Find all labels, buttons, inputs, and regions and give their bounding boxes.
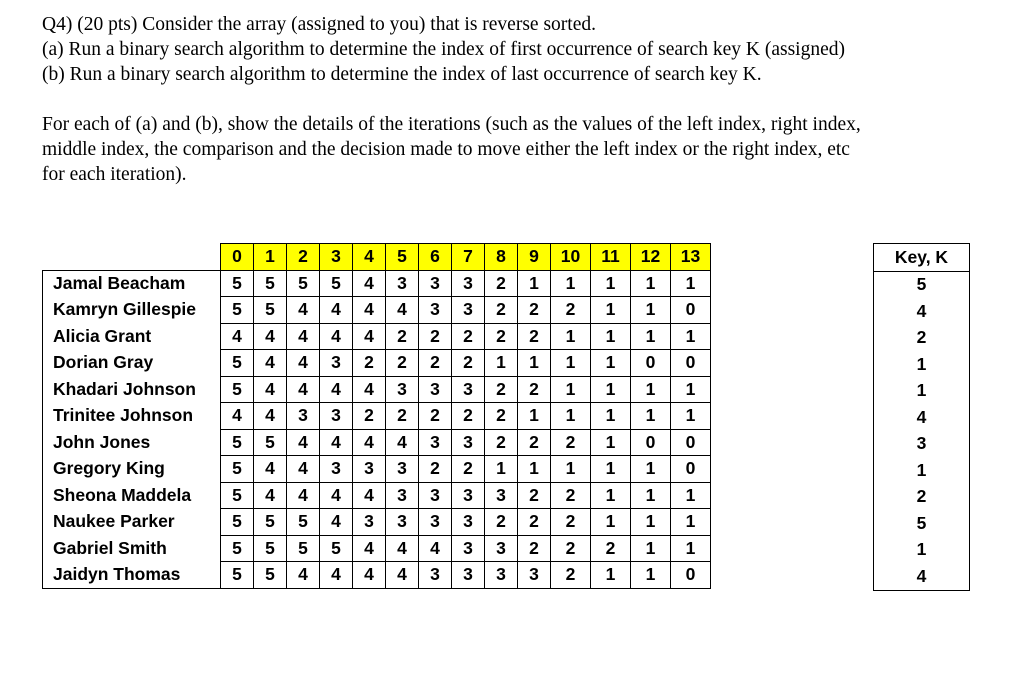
key-table-container xyxy=(873,243,970,591)
array-cell: 4 xyxy=(386,562,419,589)
array-cell: 3 xyxy=(452,270,485,297)
array-cell: 4 xyxy=(221,323,254,350)
array-cell: 1 xyxy=(591,270,631,297)
array-cell: 4 xyxy=(287,482,320,509)
array-cell: 1 xyxy=(671,535,711,562)
array-cell: 4 xyxy=(287,323,320,350)
array-cell: 3 xyxy=(485,535,518,562)
array-cell: 1 xyxy=(631,535,671,562)
array-cell: 3 xyxy=(320,403,353,430)
index-header: 4 xyxy=(353,244,386,271)
student-name: Jaidyn Thomas xyxy=(43,562,221,589)
array-cell: 5 xyxy=(287,509,320,536)
index-header: 6 xyxy=(419,244,452,271)
array-cell: 3 xyxy=(386,376,419,403)
array-cell: 5 xyxy=(221,429,254,456)
key-value: 1 xyxy=(916,459,927,480)
array-cell: 1 xyxy=(551,376,591,403)
array-cell: 1 xyxy=(631,562,671,589)
key-value: 1 xyxy=(916,353,927,374)
array-cell: 3 xyxy=(452,376,485,403)
array-cell: 4 xyxy=(254,323,287,350)
key-value: 3 xyxy=(916,433,927,454)
array-cell: 4 xyxy=(419,535,452,562)
array-cell: 1 xyxy=(631,323,671,350)
index-header: 1 xyxy=(254,244,287,271)
array-cell: 3 xyxy=(452,509,485,536)
array-cell: 2 xyxy=(485,297,518,324)
array-cell: 1 xyxy=(551,456,591,483)
array-cell: 5 xyxy=(254,270,287,297)
table-row xyxy=(43,509,711,536)
array-cell: 3 xyxy=(419,297,452,324)
instruction-line-2: middle index, the comparison and the decision made to move either the left index or the right index, etc xyxy=(42,139,850,160)
table-row xyxy=(43,350,711,377)
index-header: 0 xyxy=(221,244,254,271)
key-value: 5 xyxy=(916,274,927,295)
array-cell: 1 xyxy=(671,509,711,536)
array-cell: 3 xyxy=(320,456,353,483)
array-cell: 2 xyxy=(452,323,485,350)
array-cell: 4 xyxy=(353,562,386,589)
index-header: 2 xyxy=(287,244,320,271)
array-cell: 4 xyxy=(353,482,386,509)
array-cell: 4 xyxy=(254,403,287,430)
array-cell: 5 xyxy=(221,297,254,324)
student-name: Khadari Johnson xyxy=(43,376,221,403)
student-name: John Jones xyxy=(43,429,221,456)
array-cell: 4 xyxy=(320,376,353,403)
array-cell: 1 xyxy=(671,323,711,350)
array-cell: 5 xyxy=(221,535,254,562)
array-cell: 1 xyxy=(591,482,631,509)
array-cell: 2 xyxy=(518,376,551,403)
key-value: 1 xyxy=(916,380,927,401)
array-cell: 2 xyxy=(419,350,452,377)
array-cell: 1 xyxy=(591,403,631,430)
array-cell: 1 xyxy=(551,323,591,350)
array-cell: 3 xyxy=(419,482,452,509)
array-cell: 2 xyxy=(485,509,518,536)
array-cell: 2 xyxy=(485,429,518,456)
array-cell: 5 xyxy=(221,350,254,377)
array-cell: 1 xyxy=(631,403,671,430)
index-header: 8 xyxy=(485,244,518,271)
array-cell: 1 xyxy=(631,270,671,297)
table-row xyxy=(43,297,711,324)
array-cell: 3 xyxy=(452,562,485,589)
array-cell: 1 xyxy=(518,403,551,430)
index-header: 5 xyxy=(386,244,419,271)
array-cell: 2 xyxy=(485,270,518,297)
array-cell: 0 xyxy=(631,429,671,456)
array-cell: 4 xyxy=(287,297,320,324)
array-cell: 3 xyxy=(386,456,419,483)
array-cell: 5 xyxy=(320,270,353,297)
key-value: 5 xyxy=(916,512,927,533)
array-cell: 3 xyxy=(452,297,485,324)
array-cell: 2 xyxy=(551,562,591,589)
array-cell: 5 xyxy=(254,562,287,589)
array-cell: 3 xyxy=(386,270,419,297)
question-line-2: (a) Run a binary search algorithm to determine the index of first occurrence of search key K (assigned) xyxy=(42,39,845,60)
array-cell: 3 xyxy=(419,376,452,403)
table-row xyxy=(43,482,711,509)
array-cell: 1 xyxy=(591,376,631,403)
array-cell: 1 xyxy=(551,350,591,377)
array-cell: 5 xyxy=(221,509,254,536)
array-cell: 1 xyxy=(485,350,518,377)
array-cell: 2 xyxy=(419,456,452,483)
index-header: 13 xyxy=(671,244,711,271)
array-cell: 0 xyxy=(671,429,711,456)
key-value: 4 xyxy=(916,406,927,427)
index-header: 10 xyxy=(551,244,591,271)
key-value: 2 xyxy=(916,486,927,507)
index-header: 9 xyxy=(518,244,551,271)
key-table xyxy=(873,243,970,591)
table-row xyxy=(43,562,711,589)
array-cell: 4 xyxy=(320,297,353,324)
table-row xyxy=(43,456,711,483)
question-line-1: Q4) (20 pts) Consider the array (assigned to you) that is reverse sorted. xyxy=(42,14,596,35)
array-cell: 2 xyxy=(551,535,591,562)
header-blank xyxy=(43,244,221,271)
array-cell: 5 xyxy=(221,562,254,589)
array-cell: 1 xyxy=(631,482,671,509)
student-name: Trinitee Johnson xyxy=(43,403,221,430)
array-cell: 4 xyxy=(353,535,386,562)
array-cell: 5 xyxy=(221,456,254,483)
array-cell: 2 xyxy=(518,297,551,324)
array-cell: 3 xyxy=(419,562,452,589)
array-cell: 3 xyxy=(485,562,518,589)
array-cell: 4 xyxy=(353,323,386,350)
array-cell: 1 xyxy=(551,270,591,297)
array-cell: 4 xyxy=(320,562,353,589)
array-cell: 5 xyxy=(287,270,320,297)
array-cell: 4 xyxy=(287,350,320,377)
array-cell: 3 xyxy=(320,350,353,377)
array-cell: 4 xyxy=(386,297,419,324)
array-cell: 1 xyxy=(591,509,631,536)
table-row xyxy=(43,376,711,403)
array-cell: 0 xyxy=(671,562,711,589)
array-cell: 1 xyxy=(631,456,671,483)
array-cell: 1 xyxy=(591,456,631,483)
array-cell: 4 xyxy=(287,376,320,403)
array-cell: 2 xyxy=(452,403,485,430)
student-name: Jamal Beacham xyxy=(43,270,221,297)
array-cell: 1 xyxy=(551,403,591,430)
array-cell: 1 xyxy=(631,376,671,403)
array-cell: 2 xyxy=(386,323,419,350)
array-cell: 4 xyxy=(353,297,386,324)
array-cell: 2 xyxy=(551,429,591,456)
array-cell: 2 xyxy=(386,350,419,377)
array-cell: 2 xyxy=(518,482,551,509)
array-cell: 2 xyxy=(485,403,518,430)
array-cell: 2 xyxy=(518,429,551,456)
array-cell: 3 xyxy=(452,535,485,562)
student-name: Dorian Gray xyxy=(43,350,221,377)
array-cell: 2 xyxy=(353,350,386,377)
instruction-line-3: for each iteration). xyxy=(42,164,187,185)
array-cell: 4 xyxy=(353,270,386,297)
array-cell: 0 xyxy=(671,350,711,377)
table-row xyxy=(43,270,711,297)
array-cell: 2 xyxy=(419,323,452,350)
array-cell: 0 xyxy=(631,350,671,377)
table-row xyxy=(43,535,711,562)
array-cell: 5 xyxy=(254,509,287,536)
array-cell: 1 xyxy=(518,270,551,297)
key-value: 4 xyxy=(916,300,927,321)
array-cell: 4 xyxy=(254,482,287,509)
array-cell: 1 xyxy=(591,350,631,377)
array-cell: 4 xyxy=(353,429,386,456)
array-cell: 4 xyxy=(320,429,353,456)
array-cell: 5 xyxy=(254,535,287,562)
array-cell: 5 xyxy=(221,376,254,403)
array-cell: 1 xyxy=(631,297,671,324)
array-cell: 4 xyxy=(287,562,320,589)
array-cell: 1 xyxy=(671,403,711,430)
array-cell: 2 xyxy=(518,535,551,562)
student-name: Kamryn Gillespie xyxy=(43,297,221,324)
array-cell: 3 xyxy=(386,509,419,536)
array-cell: 4 xyxy=(287,429,320,456)
array-cell: 1 xyxy=(518,456,551,483)
key-value: 1 xyxy=(916,539,927,560)
array-cell: 3 xyxy=(485,482,518,509)
array-cell: 1 xyxy=(518,350,551,377)
array-cell: 4 xyxy=(254,376,287,403)
array-cell: 5 xyxy=(254,429,287,456)
index-header: 7 xyxy=(452,244,485,271)
question-text xyxy=(42,12,1002,187)
array-cell: 2 xyxy=(485,376,518,403)
student-name: Gabriel Smith xyxy=(43,535,221,562)
array-cell: 1 xyxy=(591,562,631,589)
array-cell: 1 xyxy=(591,297,631,324)
array-cell: 2 xyxy=(551,509,591,536)
array-cell: 2 xyxy=(419,403,452,430)
array-cell: 2 xyxy=(452,456,485,483)
key-value: 4 xyxy=(916,565,927,586)
array-cell: 3 xyxy=(518,562,551,589)
array-cell: 4 xyxy=(254,350,287,377)
array-cell: 0 xyxy=(671,297,711,324)
array-cell: 5 xyxy=(221,482,254,509)
array-cell: 2 xyxy=(551,482,591,509)
array-cell: 2 xyxy=(485,323,518,350)
array-cell: 3 xyxy=(419,509,452,536)
array-cell: 4 xyxy=(353,376,386,403)
array-cell: 2 xyxy=(591,535,631,562)
array-cell: 0 xyxy=(671,456,711,483)
array-cell: 2 xyxy=(518,509,551,536)
student-name: Naukee Parker xyxy=(43,509,221,536)
array-cell: 4 xyxy=(386,429,419,456)
array-cell: 2 xyxy=(551,297,591,324)
array-cell: 4 xyxy=(320,509,353,536)
question-line-3: (b) Run a binary search algorithm to determine the index of last occurrence of search key K. xyxy=(42,64,762,85)
array-cell: 4 xyxy=(287,456,320,483)
array-cell: 5 xyxy=(221,270,254,297)
array-cell: 2 xyxy=(353,403,386,430)
array-cell: 3 xyxy=(353,509,386,536)
key-header: Key, K xyxy=(874,244,970,272)
index-header: 3 xyxy=(320,244,353,271)
array-cell: 3 xyxy=(353,456,386,483)
table-row xyxy=(43,429,711,456)
table-row xyxy=(43,323,711,350)
array-cell: 1 xyxy=(671,376,711,403)
array-cell: 2 xyxy=(386,403,419,430)
array-cell: 5 xyxy=(320,535,353,562)
array-cell: 4 xyxy=(254,456,287,483)
array-table-container xyxy=(42,243,711,589)
array-cell: 1 xyxy=(485,456,518,483)
array-cell: 1 xyxy=(591,323,631,350)
index-header: 11 xyxy=(591,244,631,271)
array-cell: 3 xyxy=(452,482,485,509)
array-cell: 1 xyxy=(591,429,631,456)
key-value: 2 xyxy=(916,327,927,348)
array-cell: 3 xyxy=(452,429,485,456)
instruction-line-1: For each of (a) and (b), show the details of the iterations (such as the values of the left index, right index, xyxy=(42,114,861,135)
array-cell: 1 xyxy=(671,482,711,509)
array-cell: 1 xyxy=(671,270,711,297)
index-header: 12 xyxy=(631,244,671,271)
array-cell: 4 xyxy=(386,535,419,562)
array-cell: 4 xyxy=(320,323,353,350)
table-row xyxy=(43,403,711,430)
array-cell: 5 xyxy=(254,297,287,324)
array-cell: 5 xyxy=(287,535,320,562)
array-table xyxy=(42,243,711,589)
student-name: Gregory King xyxy=(43,456,221,483)
array-cell: 3 xyxy=(419,270,452,297)
student-name: Sheona Maddela xyxy=(43,482,221,509)
array-cell: 3 xyxy=(419,429,452,456)
array-cell: 2 xyxy=(518,323,551,350)
array-cell: 3 xyxy=(386,482,419,509)
array-cell: 3 xyxy=(287,403,320,430)
array-cell: 4 xyxy=(320,482,353,509)
array-cell: 2 xyxy=(452,350,485,377)
array-cell: 1 xyxy=(631,509,671,536)
student-name: Alicia Grant xyxy=(43,323,221,350)
array-cell: 4 xyxy=(221,403,254,430)
